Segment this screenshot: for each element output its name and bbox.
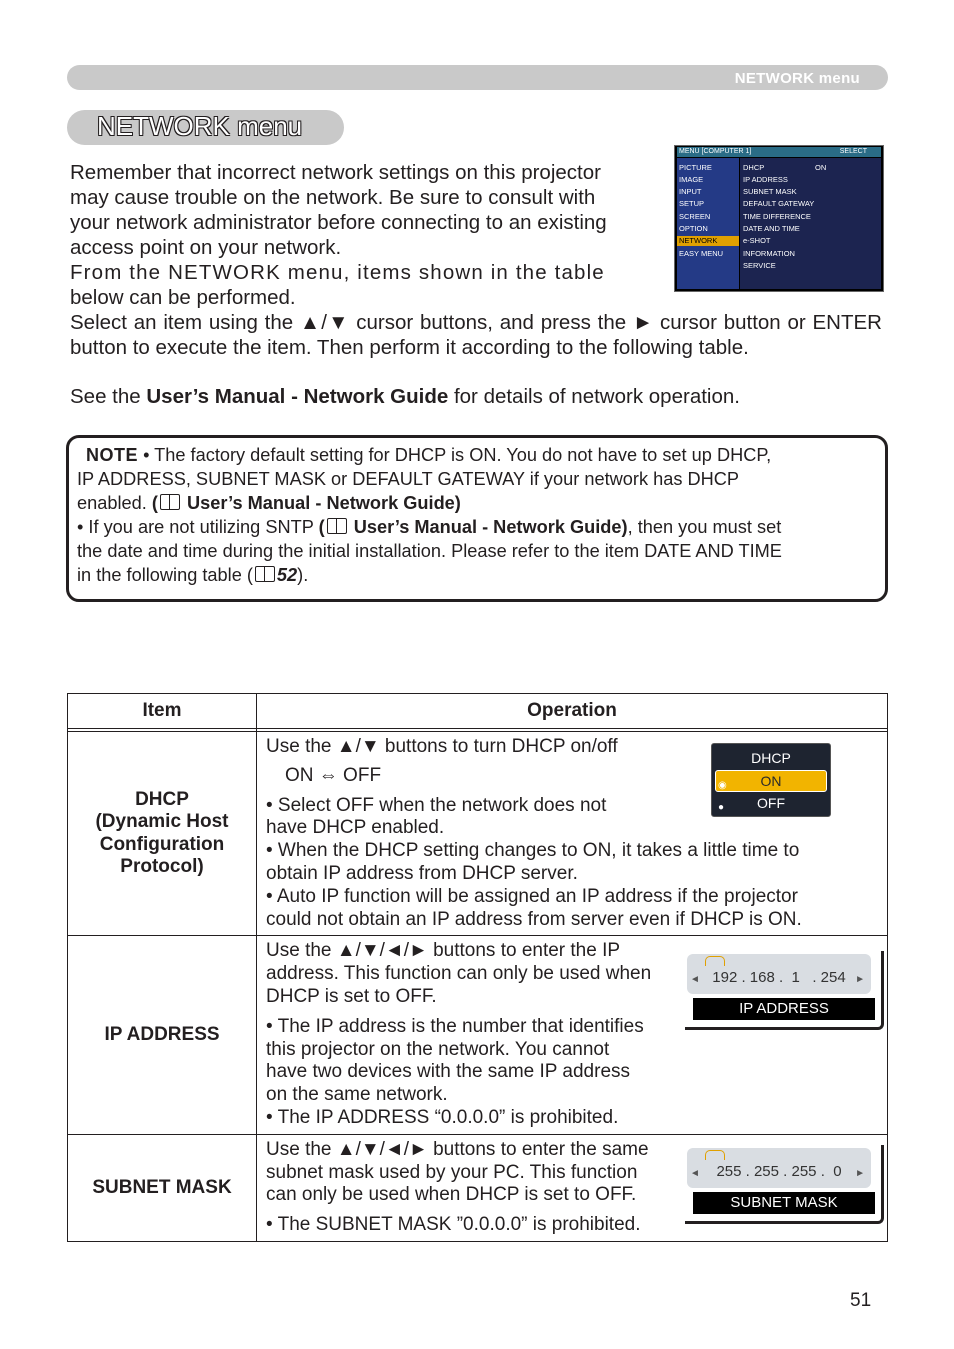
menu-item-setup: SETUP: [679, 199, 705, 208]
book-icon: [160, 494, 180, 510]
ip-op-7: on the same network.: [266, 1084, 448, 1106]
submenu-item-service: SERVICE: [743, 261, 776, 270]
operation-dhcp: [257, 732, 888, 936]
page-title-pill: [67, 110, 344, 145]
ip-op-3: DHCP is set to OFF.: [266, 985, 437, 1007]
submenu-item-default-gateway: DEFAULT GATEWAY: [743, 199, 815, 208]
dhcp-op-3: • Select OFF when the network does not: [266, 794, 607, 816]
note-line-5: the date and time during the initial installation. Please refer to the item DATE AND TIME: [77, 541, 782, 561]
intro-line-4: access point on your network.: [70, 236, 342, 259]
subnet-mask-screenshot: [685, 1145, 881, 1221]
arrow-right-icon: ►: [855, 1167, 865, 1179]
ip-op-5: this projector on the network. You cannot: [266, 1038, 610, 1060]
intro-see-manual: [70, 384, 882, 409]
intro-line-3: your network administrator before connecting to an existing: [70, 211, 607, 234]
submenu-item-subnet-mask: SUBNET MASK: [743, 187, 797, 196]
note-text-3: enabled.: [77, 493, 152, 513]
note-text-1: • The factory default setting for DHCP is ON. You do not have to set up DHCP,: [138, 445, 772, 465]
menu-item-easy-menu: EASY MENU: [679, 249, 724, 258]
operations-table: [67, 693, 888, 1242]
item-dhcp: [68, 732, 257, 936]
dhcp-op-4: have DHCP enabled.: [266, 817, 445, 839]
submenu-item-date-and-time: DATE AND TIME: [743, 224, 800, 233]
arrow-left-icon: ◄: [690, 974, 700, 986]
dhcp-shot-title: DHCP: [751, 750, 791, 766]
note-line-1: [77, 443, 771, 467]
note-page-ref: 52: [276, 565, 298, 585]
menu-item-image: IMAGE: [679, 175, 704, 184]
dhcp-op-5: • When the DHCP setting changes to ON, it takes a little time to: [266, 840, 800, 862]
operation-ip-address: [257, 936, 888, 1134]
menu-screenshot-select: SELECT: [839, 148, 867, 155]
subnet-shot-field: [687, 1148, 871, 1188]
subnet-op-3: can only be used when DHCP is set to OFF.: [266, 1184, 637, 1206]
submenu-item-ip-address: IP ADDRESS: [743, 175, 788, 184]
menu-item-screen: SCREEN: [679, 212, 711, 221]
item-dhcp-l3: Configuration: [99, 833, 225, 855]
ip-op-1: Use the ▲/▼/◄/► buttons to enter the IP: [266, 940, 621, 962]
network-menu-screenshot: [674, 145, 884, 292]
intro-line-5: From the NETWORK menu, items shown in the table: [70, 261, 605, 284]
ip-shot-value: 192 . 168 . 1 . 254: [712, 969, 846, 987]
dhcp-op-8: could not obtain an IP address from server even if DHCP is ON.: [266, 908, 802, 930]
subnet-shot-value: 255 . 255 . 255 . 0: [716, 1162, 842, 1180]
book-icon: [327, 518, 347, 534]
subnet-op-4: • The SUBNET MASK ”0.0.0.0” is prohibited.: [266, 1214, 641, 1236]
note-label: NOTE: [86, 445, 139, 465]
ip-shot-field: [687, 954, 871, 994]
dhcp-op-6: obtain IP address from DHCP server.: [266, 862, 578, 884]
cursor-icon: [705, 956, 725, 966]
dhcp-toggle-screenshot: [711, 743, 831, 817]
arrow-right-icon: ►: [855, 974, 865, 986]
dhcp-op-1: Use the ▲/▼ buttons to turn DHCP on/off: [266, 736, 618, 757]
header-bar: [67, 65, 888, 90]
ip-shot-label: IP ADDRESS: [693, 998, 875, 1020]
cursor-icon: [705, 1150, 725, 1160]
page-number: 51: [850, 1290, 872, 1311]
note-line-2: IP ADDRESS, SUBNET MASK or DEFAULT GATEWAY if your network has DHCP: [77, 469, 740, 489]
see-suffix: for details of network operation.: [448, 385, 740, 408]
item-ip-address: IP ADDRESS: [68, 936, 257, 1134]
see-prefix: See the: [70, 385, 147, 408]
radio-unselected-icon: ●: [718, 802, 725, 813]
note-text-6: in the following table (: [77, 565, 253, 585]
intro-instructions: Select an item using the ▲/▼ cursor buttons, and press the ► cursor button or ENTER button to execute the item. Then perform it according to the following table.: [70, 311, 882, 359]
note-line-4: • If you are not utilizing SNTP ( User’s Manual - Network Guide), then you must set: [77, 517, 782, 537]
header-item: Item: [68, 694, 257, 729]
subnet-op-2: subnet mask used by your PC. This function: [266, 1161, 638, 1183]
submenu-dhcp-value: ON: [815, 163, 827, 172]
ip-op-6: have two devices with the same IP address: [266, 1061, 631, 1083]
ip-op-2: address. This function can only be used when: [266, 963, 652, 985]
menu-item-option: OPTION: [679, 224, 708, 233]
header-section-label: NETWORK menu: [734, 70, 860, 87]
operation-subnet-mask: [257, 1134, 888, 1241]
ip-op-4: • The IP address is the number that identifies: [266, 1015, 644, 1037]
dhcp-shot-off: OFF: [757, 795, 785, 811]
dhcp-op-2: ON ⇔ OFF: [285, 764, 382, 786]
ip-op-8: • The IP ADDRESS “0.0.0.0” is prohibited.: [266, 1106, 619, 1128]
menu-item-input: INPUT: [679, 187, 702, 196]
submenu-item-dhcp: DHCP: [743, 163, 765, 172]
page-title: NETWORK menu: [97, 111, 303, 141]
subnet-op-1: Use the ▲/▼/◄/► buttons to enter the same: [266, 1138, 649, 1160]
header-operation: Operation: [257, 694, 888, 729]
note-manual-ref-1: User’s Manual - Network Guide): [186, 493, 461, 513]
item-dhcp-l1: DHCP: [135, 788, 189, 810]
table-row-subnet-mask: [68, 1134, 888, 1241]
subnet-shot-label: SUBNET MASK: [693, 1192, 875, 1214]
note-line-6: [77, 563, 308, 587]
menu-screenshot-title: MENU [COMPUTER 1]: [679, 148, 752, 155]
intro-line-6: below can be performed.: [70, 286, 296, 309]
note-text-4-suffix: , then you must set: [627, 517, 782, 537]
submenu-item-time-difference: TIME DIFFERENCE: [743, 212, 811, 221]
note-text-6-suffix: ).: [297, 565, 309, 585]
submenu-item-e-shot: e-SHOT: [743, 236, 771, 245]
ip-address-screenshot: [685, 951, 881, 1027]
table-row-ip-address: [68, 936, 888, 1134]
menu-screenshot-topbar: [677, 147, 881, 157]
table-row-dhcp: [68, 732, 888, 936]
radio-selected-icon: ◉: [718, 780, 727, 791]
intro-line-1: Remember that incorrect network settings on this projector: [70, 161, 601, 184]
note-manual-ref-2: User’s Manual - Network Guide): [353, 517, 628, 537]
book-icon: [255, 566, 275, 582]
item-dhcp-l2: (Dynamic Host: [95, 811, 229, 833]
submenu-item-information: INFORMATION: [743, 249, 795, 258]
see-manual-title: User’s Manual - Network Guide: [146, 385, 449, 408]
menu-item-picture: PICTURE: [679, 163, 712, 172]
note-line-3: enabled. ( User’s Manual - Network Guide): [77, 493, 461, 513]
table-header-row: [68, 694, 888, 729]
item-dhcp-l4: Protocol): [120, 856, 204, 878]
dhcp-shot-on: ON: [715, 770, 827, 792]
dhcp-op-7: • Auto IP function will be assigned an IP address if the projector: [266, 885, 798, 907]
arrow-left-icon: ◄: [690, 1167, 700, 1179]
menu-item-network: NETWORK: [677, 236, 739, 246]
note-text-4: • If you are not utilizing SNTP: [77, 517, 319, 537]
intro-line-2: may cause trouble on the network. Be sure to consult with: [70, 186, 596, 209]
item-subnet-mask: SUBNET MASK: [68, 1134, 257, 1241]
